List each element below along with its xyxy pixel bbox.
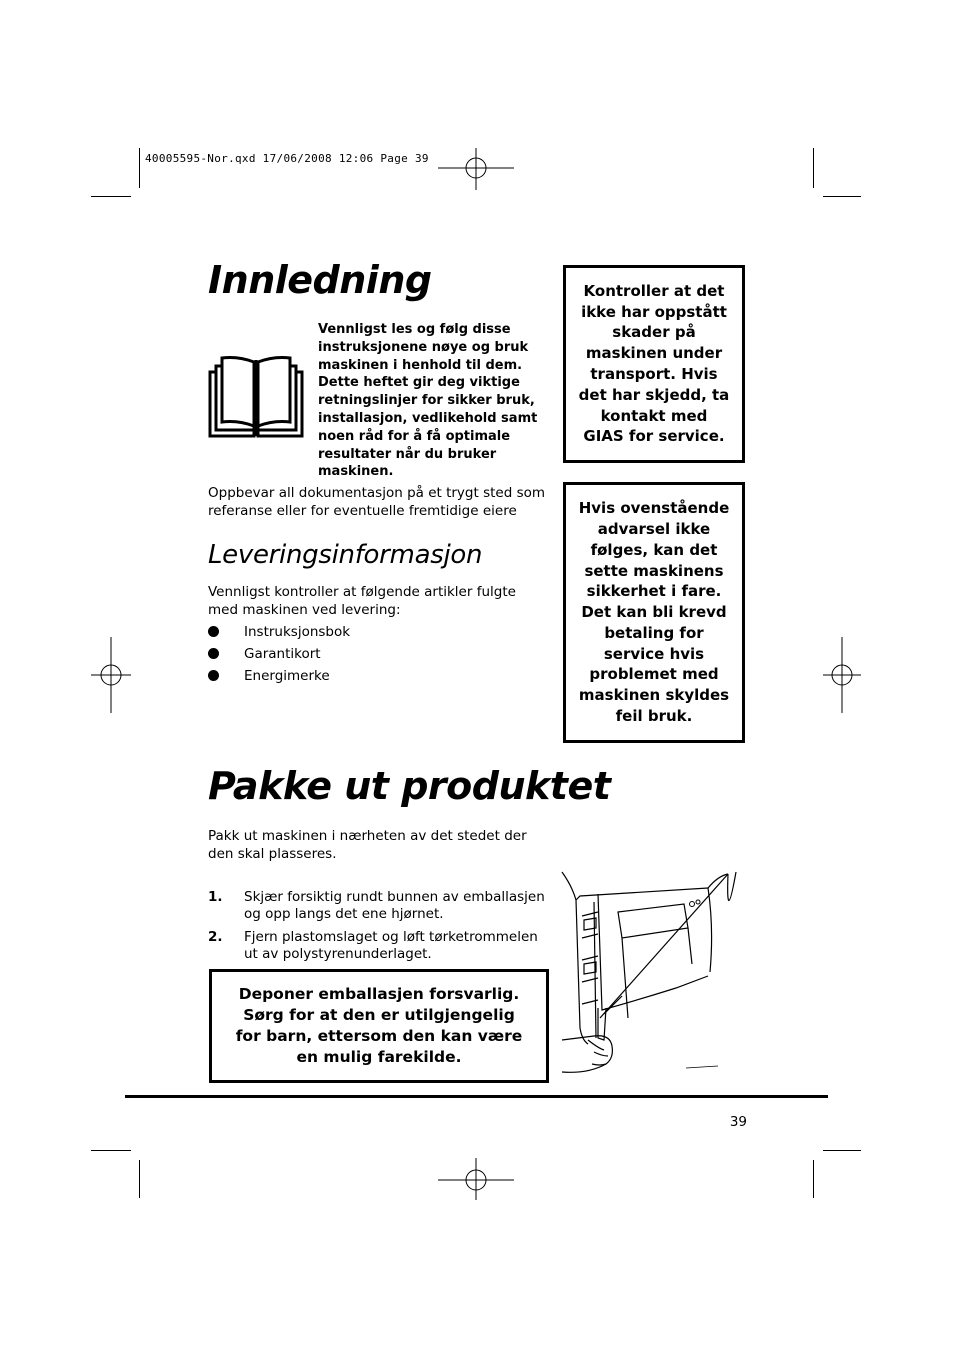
delivery-heading: Leveringsinformasjon [208,540,483,570]
transport-damage-warning: Kontroller at det ikke har oppstått skader på maskinen under transport. Hvis det har skjedd, ta kontakt med GIAS for service. [563,265,745,463]
delivery-items-list [208,623,508,689]
registration-mark-icon [438,148,514,190]
bullet-icon [208,648,219,659]
footer-rule [125,1095,828,1098]
print-slug: 40005595-Nor.qxd 17/06/2008 12:06 Page 39 [145,152,429,165]
bullet-icon [208,670,219,681]
list-item: 2. Fjern plastomslaget og løft tørketrommelen ut av polystyrenunderlaget. [208,929,538,962]
unpacking-dryer-illustration [558,868,744,1082]
unpack-intro: Pakk ut maskinen i nærheten av det stedet der den skal plasseres. [208,828,527,862]
delivery-intro: Vennligst kontroller at følgende artikler fulgte med maskinen ved levering: [208,584,516,618]
list-item: Energimerke [208,667,508,689]
bullet-icon [208,626,219,637]
list-item: 1. Skjær forsiktig rundt bunnen av emballasjen og opp langs det ene hjørnet. [208,889,545,922]
read-instructions-notice: Vennligst les og følg disse instruksjonene nøye og bruk maskinen i henhold til dem. Dette heftet gir deg viktige retningslinjer for sikker bruk, installasjon, vedlikehold samt noen råd for å få optimale resultater når du bruker maskinen. [318,322,538,480]
open-book-icon [208,354,304,440]
unpack-heading: Pakke ut produktet [208,764,611,808]
registration-mark-icon [823,637,861,713]
list-item: Instruksjonsbok [208,623,508,645]
registration-mark-icon [438,1158,514,1200]
page-number: 39 [729,1114,747,1130]
intro-heading: Innledning [208,258,432,302]
unpack-steps [208,889,553,969]
list-item: Garantikort [208,645,508,667]
misuse-warning: Hvis ovenstående advarsel ikke følges, kan det sette maskinens sikkerhet i fare. Det kan bli krevd betaling for service hvis problemet med maskinen skyldes feil bruk. [563,482,745,743]
packaging-disposal-warning: Deponer emballasjen forsvarlig. Sørg for at den er utilgjengelig for barn, ettersom den kan være en mulig farekilde. [209,969,549,1083]
registration-mark-icon [91,637,131,713]
storage-note: Oppbevar all dokumentasjon på et trygt sted som referanse eller for eventuelle fremtidige eiere [208,485,546,519]
